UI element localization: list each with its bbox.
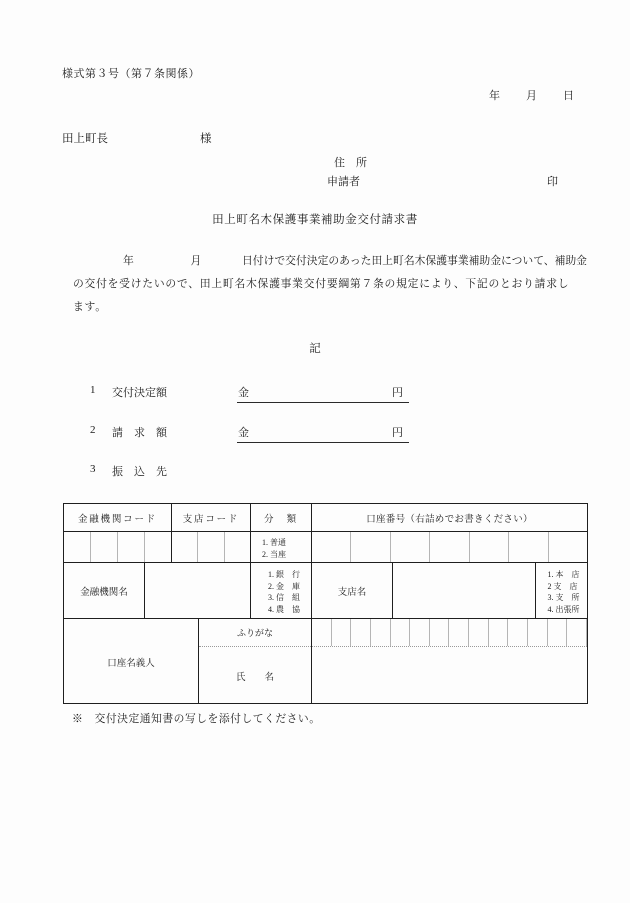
address-label: 住 所	[334, 157, 367, 169]
bank-type-cell	[251, 563, 312, 618]
furigana-kana-cell	[508, 619, 528, 646]
branch-code-digit-cell	[198, 532, 224, 562]
furigana-kana-cell	[312, 619, 332, 646]
furigana-kana-cell	[391, 619, 411, 646]
class-options-list: 1. 普通 2. 当座	[262, 538, 286, 559]
branch-name-blank	[393, 563, 536, 618]
body-line-3: ます。	[73, 301, 107, 313]
yen-suffix: 円	[392, 387, 403, 399]
account-number-cells	[312, 532, 587, 562]
item-2-label: 請 求 額	[112, 427, 167, 439]
account-holder-label: 口座名義人	[64, 619, 199, 704]
bank-code-digit-cell	[64, 532, 91, 562]
code-entry-row	[64, 532, 587, 563]
footer-note: ※ 交付決定通知書の写しを添付してください。	[72, 713, 321, 725]
account-digit-cell	[549, 532, 587, 562]
bank-code-digit-cell	[145, 532, 171, 562]
account-digit-cell	[430, 532, 469, 562]
yen-prefix: 金	[238, 427, 249, 439]
date-day-label: 日	[563, 90, 574, 102]
bank-name-label: 金融機関名	[64, 563, 145, 618]
account-holder-block	[64, 619, 587, 704]
item-grant-amount	[0, 384, 630, 400]
body-paragraph	[62, 255, 587, 324]
furigana-kana-cell	[528, 619, 548, 646]
holder-label-column	[199, 619, 312, 704]
furigana-kana-cell	[351, 619, 371, 646]
applicant-label: 申請者	[327, 176, 360, 188]
seal-mark: 印	[547, 176, 558, 188]
item-3-label: 振 込 先	[112, 466, 167, 478]
branch-name-label: 支店名	[312, 563, 393, 618]
furigana-kana-cell	[430, 619, 450, 646]
furigana-kana-cell	[489, 619, 509, 646]
furigana-kana-cell	[371, 619, 391, 646]
account-digit-cell	[391, 532, 430, 562]
furigana-kana-cell	[332, 619, 352, 646]
document-title: 田上町名木保護事業補助金交付請求書	[212, 214, 418, 226]
yen-prefix: 金	[238, 387, 249, 399]
item-2-number: 2	[90, 424, 96, 436]
name-label: 氏 名	[235, 672, 274, 683]
table-header-row	[64, 504, 587, 532]
furigana-kana-cell	[449, 619, 469, 646]
item-1-label: 交付決定額	[112, 387, 167, 399]
body-line-1-text: 日付けで交付決定のあった田上町名木保護事業補助金について、補助金	[242, 255, 587, 267]
bank-name-row	[64, 563, 587, 619]
date-month-label: 月	[526, 90, 537, 102]
furigana-kana-cell	[469, 619, 489, 646]
item-2-amount-blank	[237, 424, 409, 443]
yen-suffix: 円	[392, 427, 403, 439]
addressee-name: 田上町長	[62, 133, 108, 145]
body-year-blank: 年	[123, 255, 134, 267]
bank-code-header: 金融機関コード	[64, 504, 172, 531]
bank-transfer-table	[63, 503, 588, 704]
branch-code-digit-cell	[172, 532, 198, 562]
branch-code-header: 支店コード	[172, 504, 251, 531]
item-1-number: 1	[90, 384, 96, 396]
bank-code-cells	[64, 532, 172, 562]
account-number-header: 口座番号（右詰めでお書きください）	[366, 514, 533, 525]
furigana-kana-cell	[548, 619, 568, 646]
bank-code-digit-cell	[118, 532, 145, 562]
account-digit-cell	[312, 532, 351, 562]
addressee-honorific: 様	[200, 133, 212, 145]
body-month-blank: 月	[190, 255, 202, 267]
name-entry-blank	[312, 647, 587, 704]
branch-code-cells	[172, 532, 251, 562]
furigana-kana-cell	[567, 619, 587, 646]
class-options-cell	[251, 532, 312, 562]
account-digit-cell	[509, 532, 548, 562]
furigana-label: ふりがな	[199, 619, 311, 647]
item-transfer-destination	[0, 463, 630, 479]
branch-type-cell	[536, 563, 587, 618]
bank-name-blank	[145, 563, 251, 618]
bank-code-digit-cell	[91, 532, 118, 562]
item-1-amount-blank	[237, 384, 409, 403]
account-digit-cell	[351, 532, 390, 562]
date-line	[489, 87, 574, 103]
item-request-amount	[0, 424, 630, 440]
furigana-kana-cell	[410, 619, 430, 646]
furigana-cells	[312, 619, 587, 647]
branch-code-digit-cell	[225, 532, 250, 562]
account-digit-cell	[470, 532, 509, 562]
bank-type-options-list: 1. 銀 行 2. 金 庫 3. 信 組 4. 農 協	[268, 570, 300, 614]
date-year-label: 年	[489, 90, 500, 102]
holder-entry-column	[312, 619, 587, 704]
form-number: 様式第３号（第７条関係）	[62, 68, 200, 80]
item-3-number: 3	[90, 463, 96, 475]
body-line-2: の交付を受けたいので、田上町名木保護事業交付要綱第７条の規定により、下記のとおり請求し	[73, 278, 570, 290]
class-header: 分 類	[251, 504, 312, 531]
body-line-1	[62, 255, 587, 278]
ki-heading: 記	[309, 343, 321, 355]
branch-type-options-list: 1. 本 店 2 支 店 3. 支 所 4. 出張所	[547, 570, 580, 614]
